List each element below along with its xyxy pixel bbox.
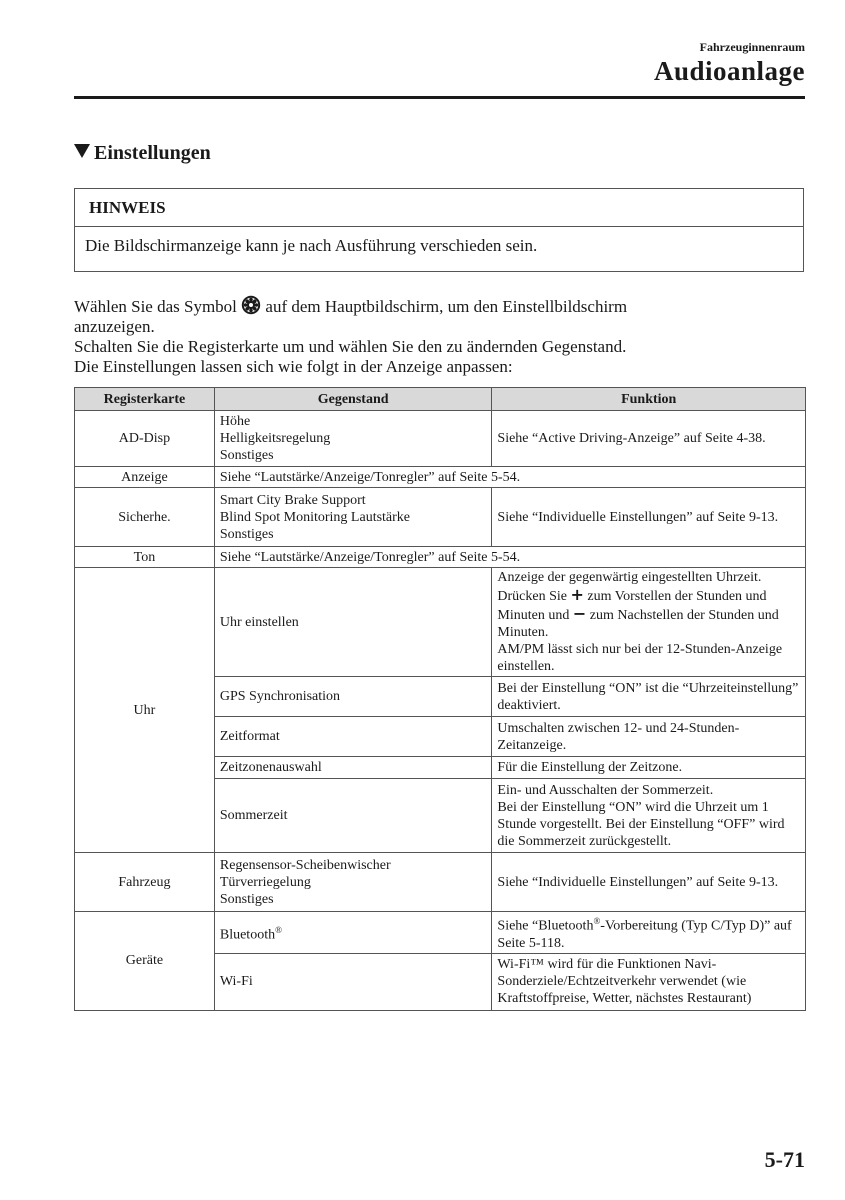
minus-icon: − [572, 604, 587, 623]
function-text: Drücken Sie [497, 589, 567, 604]
function-line: Ein- und Ausschalten der Sommerzeit. [497, 782, 714, 798]
tab-cell: Fahrzeug [75, 853, 215, 912]
settings-table [74, 387, 806, 1011]
intro-line-4: Die Einstellungen lassen sich wie folgt in der Anzeige anpassen: [74, 357, 513, 376]
table-row [75, 411, 806, 467]
table-row [75, 853, 806, 912]
tab-cell: Sicherhe. [75, 488, 215, 547]
note-text: Die Bildschirmanzeige kann je nach Ausführung verschieden sein. [85, 236, 538, 255]
header-funktion: Funktion [492, 388, 806, 411]
item-cell: Uhr einstellen [214, 568, 492, 677]
function-cell: Wi-Fi™ wird für die Funktionen Navi-Sonderziele/Echtzeitverkehr verwendet (wie Kraftstoffpreise, Wetter, nächstes Restaurant) [492, 953, 806, 1010]
function-text: zum Vorstellen der Stunden und Minuten und [497, 589, 767, 623]
table-row [75, 467, 806, 488]
function-cell: Umschalten zwischen 12- und 24-Stunden-Zeitanzeige. [492, 717, 806, 757]
function-line: Bei der Einstellung “ON” wird die Uhrzeit um 1 Stunde vorgestellt. Bei der Einstellung “OFF” wird die Sommerzeit zurückgestellt. [497, 799, 785, 849]
item-cell [214, 488, 492, 547]
table-row [75, 568, 806, 677]
item-cell [214, 853, 492, 912]
function-cell: Siehe “Active Driving-Anzeige” auf Seite 4-38. [492, 411, 806, 467]
tab-cell: AD-Disp [75, 411, 215, 467]
item-line: Smart City Brake Support [219, 492, 366, 508]
table-row [75, 912, 806, 954]
function-line [497, 586, 800, 641]
triangle-down-icon [74, 144, 90, 158]
function-cell: Siehe “Individuelle Einstellungen” auf Seite 9-13. [492, 853, 806, 912]
item-line: Sonstiges [219, 891, 274, 907]
item-line: Sonstiges [219, 448, 274, 463]
table-row [75, 488, 806, 547]
item-line: Blind Spot Monitoring Lautstärke [219, 509, 411, 525]
item-line: Höhe [219, 414, 251, 429]
function-text: -Vorbereitung (Typ C/Typ D)” auf Seite 5-118. [497, 918, 792, 951]
header-gegenstand: Gegenstand [214, 388, 492, 411]
item-line: Helligkeitsregelung [219, 431, 331, 446]
merged-cell: Siehe “Lautstärke/Anzeige/Tonregler” auf Seite 5-54. [214, 547, 805, 568]
item-cell: Wi-Fi [214, 953, 492, 1010]
tab-cell: Uhr [75, 568, 215, 853]
intro-line-3: Schalten Sie die Registerkarte um und wählen Sie den zu ändernden Gegenstand. [74, 337, 627, 356]
intro-line-1-start: Wählen Sie das Symbol [74, 297, 237, 316]
function-cell: Siehe “Individuelle Einstellungen” auf Seite 9-13. [492, 488, 806, 547]
tab-cell: Geräte [75, 912, 215, 1011]
item-cell: Zeitzonenauswahl [214, 757, 492, 779]
function-text: Siehe “Bluetooth [497, 918, 594, 934]
item-line: Türverriegelung [219, 874, 311, 890]
header-rule [74, 96, 805, 99]
table-header-row [75, 388, 806, 411]
item-line: Sonstiges [219, 526, 274, 542]
registered-mark: ® [275, 924, 282, 935]
note-label: HINWEIS [75, 189, 803, 227]
function-cell [492, 568, 806, 677]
intro-line-1 [74, 295, 804, 317]
function-cell: Bei der Einstellung “ON” ist die “Uhrzeiteinstellung” deaktiviert. [492, 677, 806, 717]
intro-line-1-end: auf dem Hauptbildschirm, um den Einstellbildschirm [265, 297, 628, 316]
section-label: Fahrzeuginnenraum [699, 40, 805, 54]
header-registerkarte: Registerkarte [75, 388, 215, 411]
item-cell: Zeitformat [214, 717, 492, 757]
tab-cell: Anzeige [75, 467, 215, 488]
section-heading [74, 142, 211, 165]
merged-cell: Siehe “Lautstärke/Anzeige/Tonregler” auf Seite 5-54. [214, 467, 805, 488]
page-number: 5-71 [764, 1147, 805, 1172]
function-cell [492, 779, 806, 853]
item-cell: GPS Synchronisation [214, 677, 492, 717]
item-cell [214, 912, 492, 954]
tab-cell: Ton [75, 547, 215, 568]
section-heading-text: Einstellungen [94, 142, 211, 164]
intro-line-2: anzuzeigen. [74, 317, 155, 336]
item-cell: Sommerzeit [214, 779, 492, 853]
function-cell [492, 912, 806, 954]
intro-text [74, 295, 804, 377]
plus-icon: + [570, 585, 584, 604]
function-text: zum Nachstellen der Stunden und Minuten. [497, 608, 779, 640]
item-line: Regensensor-Scheibenwischer [219, 857, 391, 873]
item-text: Bluetooth [219, 927, 276, 943]
page-title: Audioanlage [653, 56, 805, 86]
note-box [74, 188, 804, 272]
item-cell [214, 411, 492, 467]
function-cell: Für die Einstellung der Zeitzone. [492, 757, 806, 779]
function-line: Anzeige der gegenwärtig eingestellten Uhrzeit. [497, 570, 762, 585]
registered-mark: ® [593, 916, 601, 926]
settings-gear-icon [241, 295, 261, 315]
function-line: AM/PM lässt sich nur bei der 12-Stunden-Anzeige einstellen. [497, 642, 783, 674]
table-row [75, 547, 806, 568]
